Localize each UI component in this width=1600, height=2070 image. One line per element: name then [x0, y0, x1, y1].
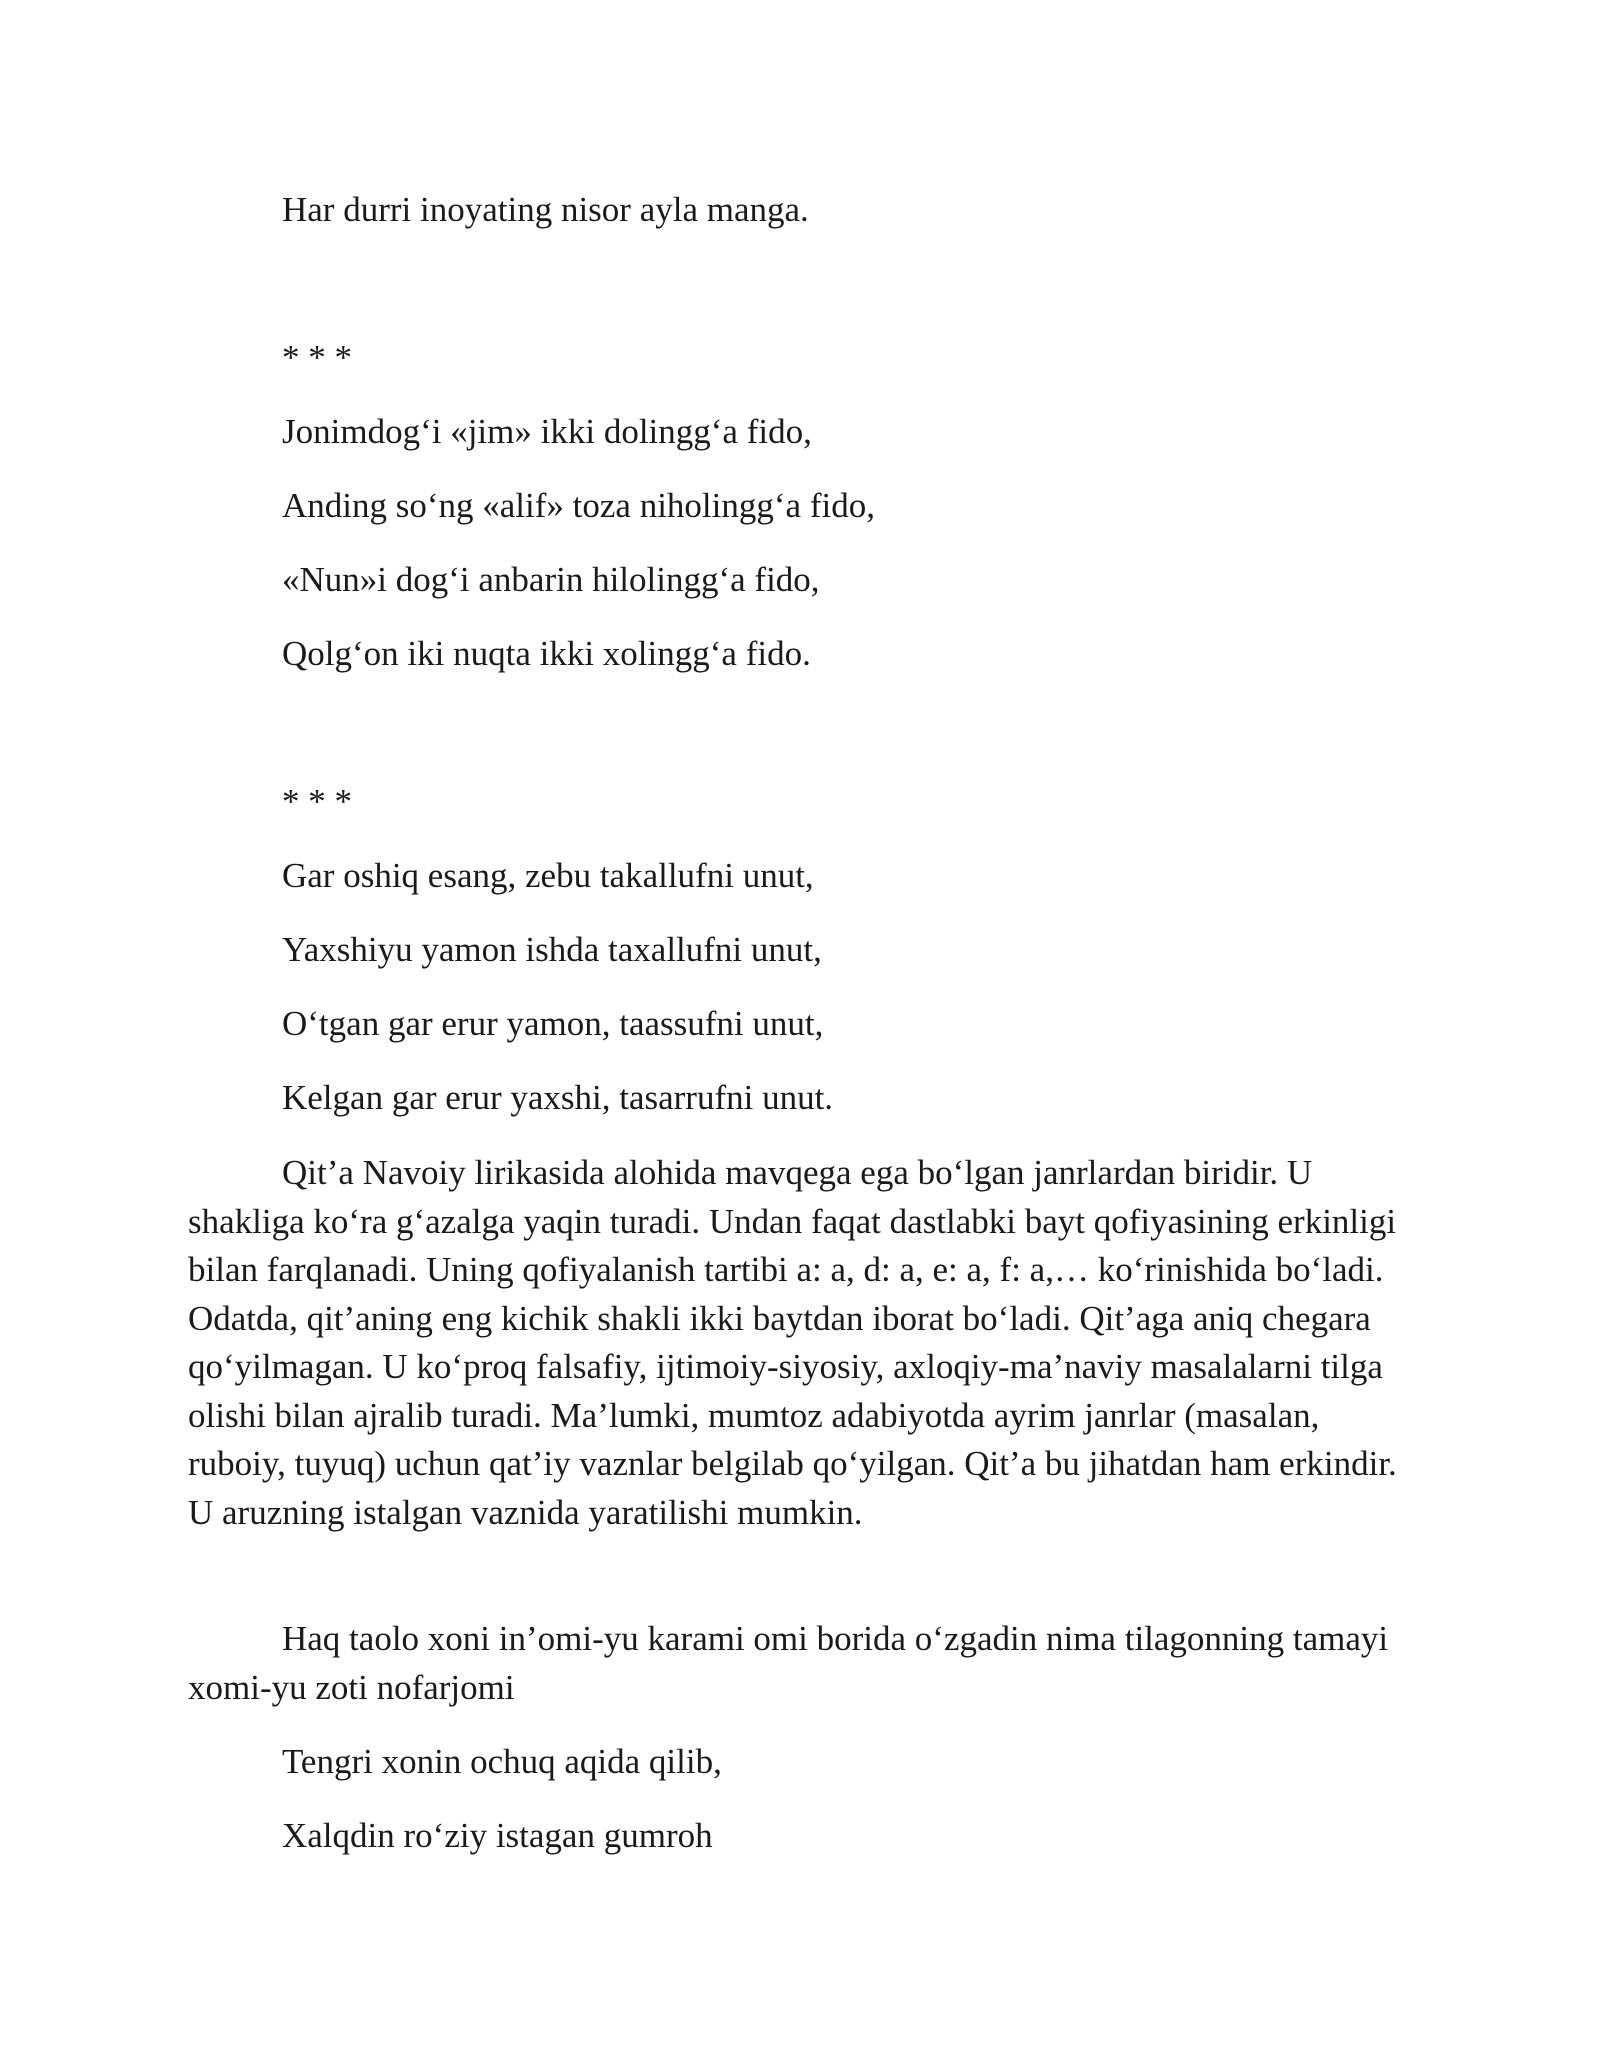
verse-line: Anding so‘ng «alif» toza niholingg‘a fido,	[282, 486, 875, 525]
verse-line: Yaxshiyu yamon ishda taxallufni unut,	[282, 930, 822, 969]
verse-line: Jonimdog‘i «jim» ikki dolingg‘a fido,	[282, 412, 812, 451]
verse-line: Gar oshiq esang, zebu takallufni unut,	[282, 856, 814, 895]
verse-line: Har durri inoyating nisor ayla manga.	[282, 190, 809, 229]
verse-line: Tengri xonin ochuq aqida qilib,	[282, 1742, 722, 1781]
verse-line: Xalqdin ro‘ziy istagan gumroh	[282, 1816, 713, 1855]
body-paragraph: Qit’a Navoiy lirikasida alohida mavqega ega bo‘lgan janrlardan biridir. U shakliga ko‘ra g‘azalga yaqin turadi. Undan faqat dastlabki bayt qofiyasining erkinligi bilan farqlanadi. Uning qofiyalanish tartibi a: a, d: a, e: a, f: a,… ko‘rinishida bo‘ladi. Odatda, qit’aning eng kichik shakli ikki baytdan iborat bo‘ladi. Qit’aga aniq chegara qo‘yilmagan. U ko‘proq falsafiy, ijtimoiy-siyosiy, axloqiy-ma’naviy masalalarni tilga olishi bilan ajralib turadi. Ma’lumki, mumtoz adabiyotda ayrim janrlar (masalan, ruboiy, tuyuq) uchun qat’iy vaznlar belgilab qo‘yilgan. Qit’a bu jihatdan ham erkindir. U aruzning istalgan vaznida yaratilishi mumkin.	[188, 1153, 1397, 1532]
verse-line: Qolg‘on iki nuqta ikki xolingg‘a fido.	[282, 634, 811, 673]
stanza-separator: * * *	[282, 782, 352, 821]
verse-line: Kelgan gar erur yaxshi, tasarrufni unut.	[282, 1078, 834, 1117]
verse-line: O‘tgan gar erur yamon, taassufni unut,	[282, 1004, 824, 1043]
stanza-separator: * * *	[282, 338, 352, 377]
body-paragraph: Haq taolo xoni in’omi-yu karami omi borida o‘zgadin nima tilagonning tamayi xomi-yu zoti nofarjomi	[188, 1619, 1389, 1707]
verse-line: «Nun»i dog‘i anbarin hilolingg‘a fido,	[282, 560, 820, 599]
